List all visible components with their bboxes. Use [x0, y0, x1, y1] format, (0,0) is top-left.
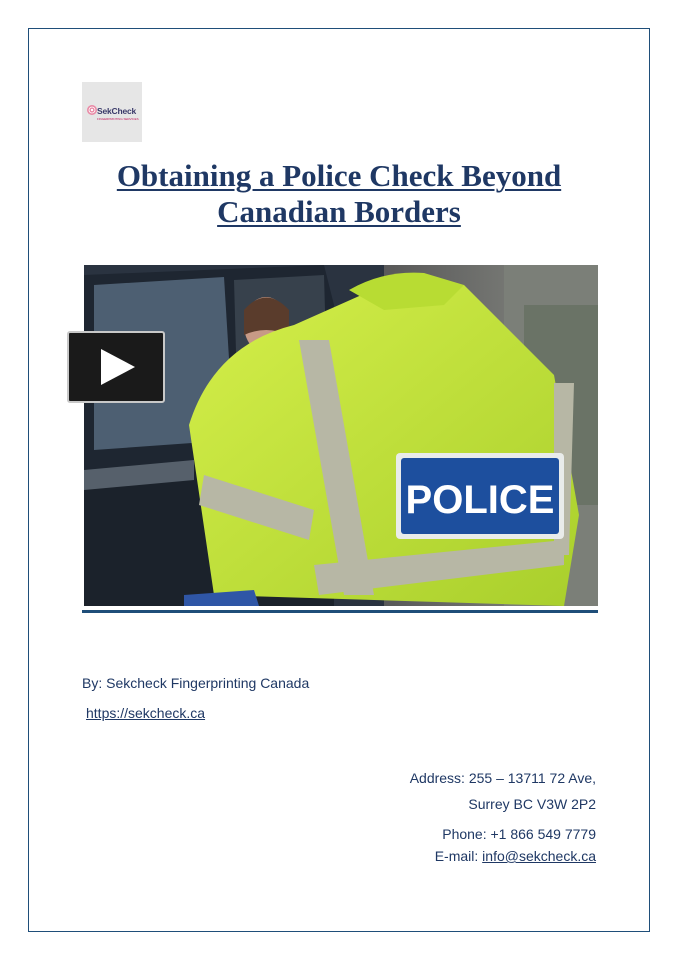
- page-title: [60, 158, 618, 230]
- play-icon: [99, 348, 137, 386]
- email-link[interactable]: info@sekcheck.ca: [482, 848, 596, 864]
- website-link[interactable]: https://sekcheck.ca: [86, 705, 206, 721]
- play-button[interactable]: [67, 331, 165, 403]
- author-byline: By: Sekcheck Fingerprinting Canada: [82, 675, 310, 691]
- address-line-1: Address: 255 – 13711 72 Ave,: [409, 770, 596, 786]
- title-line-2: Canadian Borders: [217, 194, 461, 229]
- divider-line: [82, 610, 598, 613]
- police-officer-photo: [84, 265, 598, 606]
- email-label: E-mail:: [434, 848, 483, 864]
- phone-number: Phone: +1 866 549 7779: [442, 826, 596, 842]
- logo-brand: SekCheck: [97, 106, 137, 116]
- logo-tagline: FINGERPRINTING SERVICES: [97, 117, 139, 121]
- email-line: [435, 848, 596, 864]
- title-line-1: Obtaining a Police Check Beyond: [116, 158, 562, 193]
- address-line-2: Surrey BC V3W 2P2: [468, 796, 596, 812]
- company-logo: [82, 82, 142, 142]
- police-patch-text: POLICE: [405, 478, 555, 522]
